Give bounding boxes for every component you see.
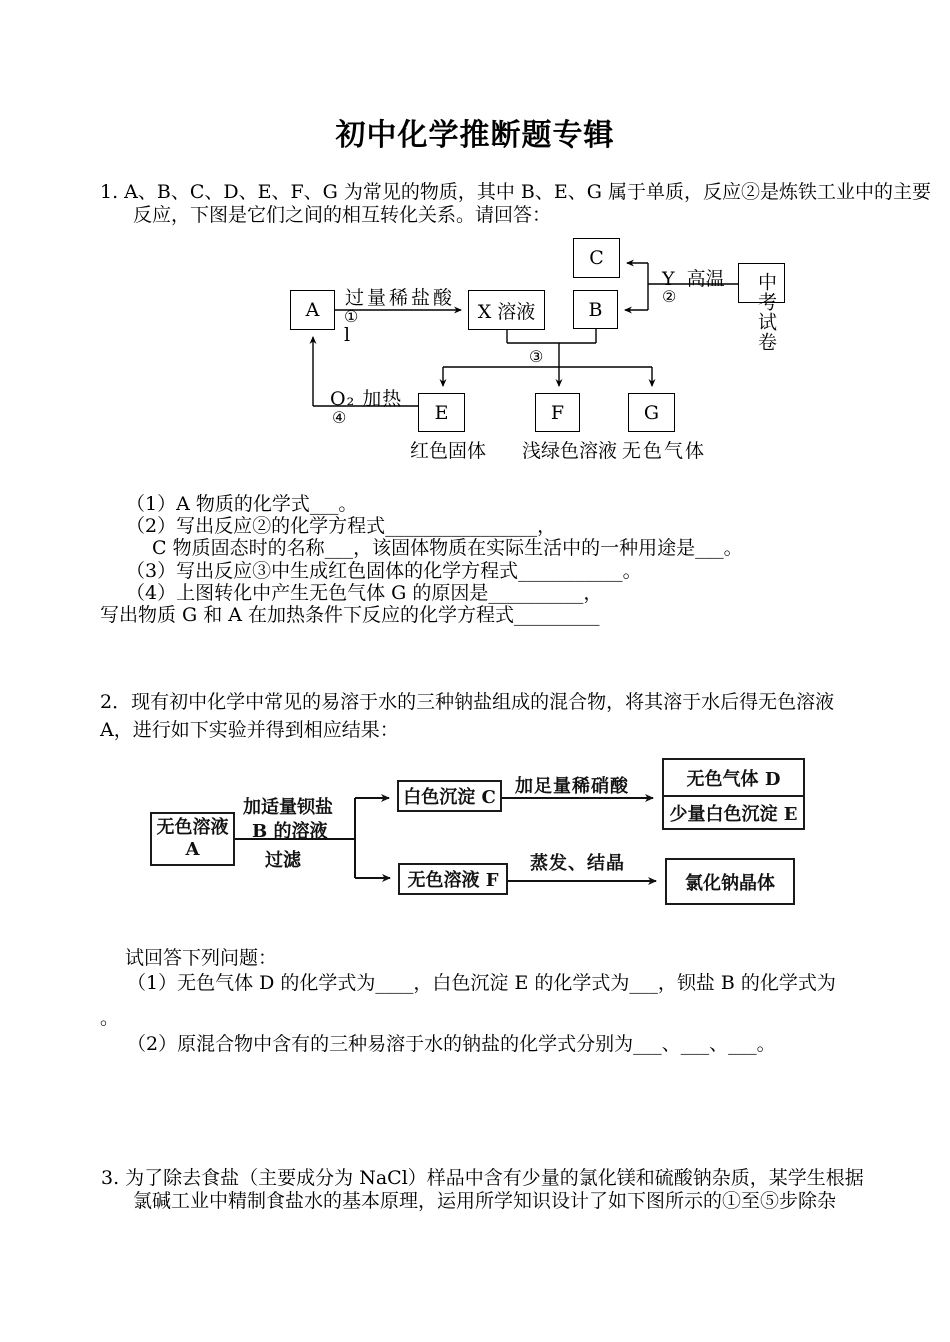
d1-box-e [418, 393, 465, 432]
q1-sub-2b: C 物质固态时的名称___，该固体物质在实际生活中的一种用途是___。 [152, 537, 743, 559]
d2-label-add-dilute-nitric-acid: 加足量稀硝酸 [515, 776, 629, 797]
d2-box-f-label: 无色溶液 F [407, 870, 499, 891]
d2-box-c-label: 白色沉淀 C [403, 787, 496, 808]
d1-box-x-label: X 溶液 [477, 300, 536, 323]
q1-line-1: 1. A、B、C、D、E、F、G 为常见的物质，其中 B、E、G 属于单质，反应②是炼铁工业中的主要 [100, 181, 931, 203]
d1-step3-marker: ③ [529, 347, 544, 366]
d2-box-nacl-crystal [665, 858, 795, 905]
d2-label-filter: 过滤 [265, 850, 301, 871]
q2-line-1: 2．现有初中化学中常见的易溶于水的三种钠盐组成的混合物，将其溶于水后得无色溶液 [100, 691, 835, 713]
d2-result-white-precipitate-e: 少量白色沉淀 E [664, 795, 803, 828]
d2-result-colorless-gas-d: 无色气体 D [686, 768, 781, 790]
d1-step4-marker: ④ [332, 408, 347, 427]
q1-sub-4: （4）上图转化中产生无色气体 G 的原因是__________， [126, 582, 603, 604]
d1-box-b-label: B [588, 298, 603, 321]
page-title: 初中化学推断题专辑 [335, 118, 615, 153]
d2-box-results-stack [662, 758, 805, 830]
d1-step2-marker: ② [662, 287, 677, 306]
d2-box-white-precipitate-c [397, 780, 502, 812]
d1-box-c [573, 238, 620, 278]
d2-label-b-solution: B 的溶液 [252, 821, 328, 842]
d1-label-y-high-temp: Y 高温 [662, 268, 725, 290]
q2-prompt: 试回答下列问题： [125, 947, 278, 969]
d1-caption-red-solid: 红色固体 [410, 440, 487, 462]
d2-box-nacl-label: 氯化钠晶体 [685, 872, 775, 894]
d2-label-evaporate-crystallize: 蒸发、结晶 [530, 853, 625, 874]
d2-box-a-line1: 无色溶液 [156, 816, 229, 838]
d1-stray-mark: l [344, 324, 351, 346]
d1-box-f-label: F [550, 401, 565, 424]
q2-line-2: A，进行如下实验并得到相应结果： [100, 719, 399, 741]
q1-sub-2: （2）写出反应②的化学方程式________________， [126, 515, 557, 537]
q2-sub-1-period: 。 [100, 1007, 120, 1029]
q1-line-2: 反应，下图是它们之间的相互转化关系。请回答： [133, 204, 552, 226]
d1-box-a-label: A [305, 299, 320, 321]
d1-box-b [573, 290, 618, 329]
d1-box-g [628, 393, 675, 432]
q1-sub-4b: 写出物质 G 和 A 在加热条件下反应的化学方程式_________ [100, 604, 600, 626]
diagram2-flowchart [140, 755, 820, 915]
diagram1-flowchart [280, 225, 800, 470]
q3-line-1: 3. 为了除去食盐（主要成分为 NaCl）样品中含有少量的氯化镁和硫酸钠杂质，某学生根据 [101, 1167, 864, 1189]
d1-caption-colorless-gas: 无色气体 [622, 440, 707, 462]
q1-sub-1: （1）A 物质的化学式___。 [126, 493, 358, 515]
d1-box-e-label: E [434, 401, 449, 424]
d2-label-add-barium-salt: 加适量钡盐 [243, 797, 333, 818]
d1-box-g-label: G [643, 401, 660, 424]
d1-box-c-label: C [589, 247, 604, 269]
d2-box-colorless-solution-a [150, 812, 235, 866]
d2-box-a-line2: A [185, 839, 200, 860]
d1-box-x-solution [468, 290, 545, 330]
q2-sub-1: （1）无色气体 D 的化学式为____，白色沉淀 E 的化学式为___，钡盐 B 的化学式为 [127, 972, 836, 994]
q3-line-2: 氯碱工业中精制食盐水的基本原理，运用所学知识设计了如下图所示的①至⑤步除杂 [133, 1190, 837, 1212]
d1-label-o2-heat: O₂ 加热 [330, 388, 403, 410]
d1-step1-marker: ① [344, 307, 359, 326]
d1-label-excess-dilute-hcl: 过量稀盐酸 [345, 287, 456, 309]
d1-box-f [535, 393, 580, 432]
d1-caption-light-green-solution: 浅绿色溶液 [522, 440, 618, 462]
q1-sub-3: （3）写出反应③中生成红色固体的化学方程式___________。 [126, 560, 642, 582]
d1-box-a [290, 290, 335, 330]
d2-box-colorless-solution-f [398, 863, 508, 895]
q2-sub-2: （2）原混合物中含有的三种易溶于水的钠盐的化学式分别为___、___、___。 [127, 1033, 776, 1055]
d1-exam-paper-watermark: 中考试卷 [755, 272, 777, 352]
